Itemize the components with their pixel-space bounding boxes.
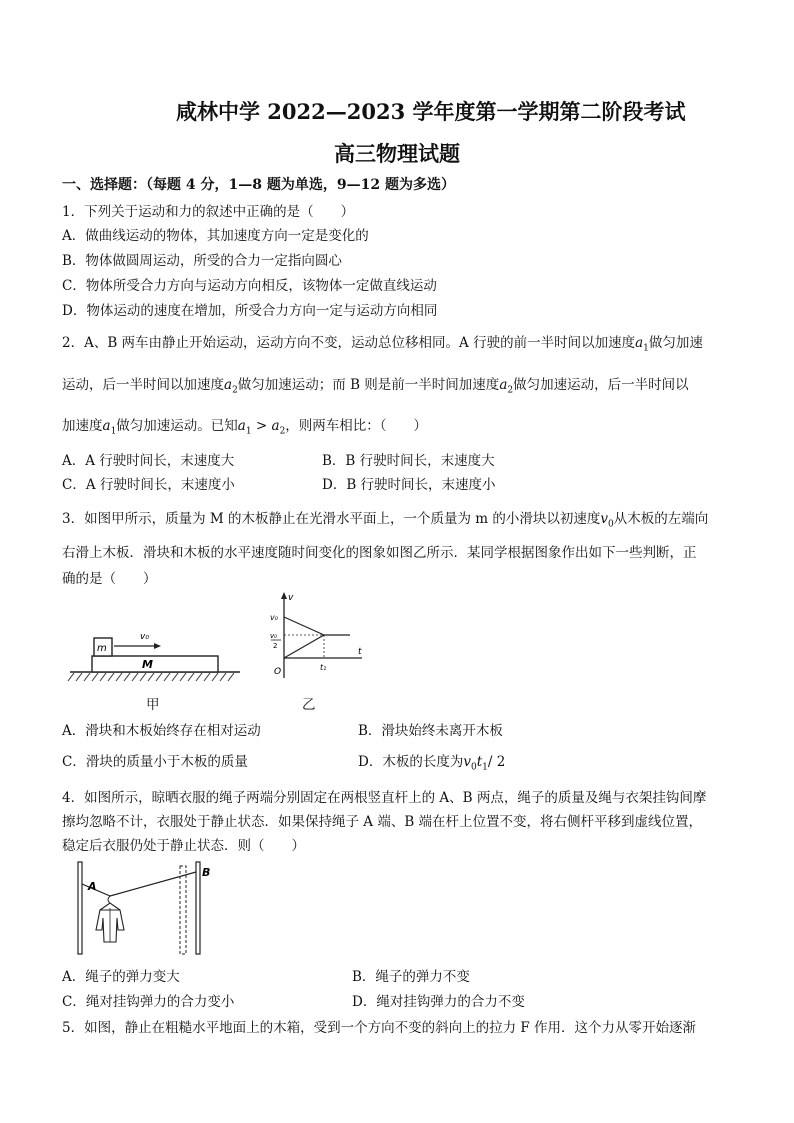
right-pole (196, 862, 200, 954)
q4-option-a: A．绳子的弹力变大 (62, 969, 180, 985)
q3-option-b: B．滑块始终未离开木板 (358, 723, 503, 739)
q4-option-d: D．绳对挂钩弹力的合力不变 (352, 994, 525, 1010)
v-axis-arrowhead (281, 592, 287, 599)
q1-option-d: D．物体运动的速度在增加，所受合力方向一定与运动方向相同 (62, 303, 438, 319)
block-m-label: m (97, 643, 107, 654)
q3-line3: 确的是（ ） (62, 571, 157, 587)
v0-tick-label: v₀ (270, 613, 278, 622)
ground-hatching (68, 673, 234, 681)
q1-option-a: A．做曲线运动的物体，其加速度方向一定是变化的 (62, 228, 369, 244)
q3-option-a: A．滑块和木板始终存在相对运动 (62, 723, 261, 739)
q3-option-c: C．滑块的质量小于木板的质量 (62, 754, 248, 770)
origin-label: O (274, 667, 282, 677)
figure-yi-caption: 乙 (302, 697, 316, 713)
q4-option-c: C．绳对挂钩弹力的合力变小 (62, 994, 235, 1010)
q2-line2: 运动，后一半时间以加速度$a_2$做匀加速运动；而 B 则是前一半时间加速度$a_2$做匀加速运动，后一半时间以 (62, 377, 689, 396)
half-v0-numerator: v₀ (270, 632, 277, 640)
figure-jia-caption: 甲 (146, 697, 160, 713)
rope-right-segment (110, 872, 196, 896)
block-velocity-line (284, 617, 324, 635)
hanger-hook (108, 896, 110, 903)
figure-yi-vt-graph (262, 590, 374, 686)
q2-option-a: A．A 行驶时间长，末速度大 (62, 453, 235, 469)
t1-label: t₁ (320, 663, 327, 672)
point-b-label: B (202, 866, 211, 879)
velocity-arrowhead (154, 643, 161, 649)
t-axis-label: t (358, 647, 362, 657)
v-axis-label: v (288, 593, 294, 603)
v0-label: v₀ (140, 632, 149, 642)
q4-line2: 擦均忽略不计，衣服处于静止状态．如果保持绳子 A 端、B 端在杆上位置不变，将右侧杆平移到虚线位置， (62, 814, 703, 830)
q3-line2: 右滑上木板．滑块和木板的水平速度随时间变化的图象如图乙所示．某同学根据图象作出如下一些判断，正 (62, 545, 697, 561)
q5-line1: 5．如图，静止在粗糙水平地面上的木箱，受到一个方向不变的斜向上的拉力 F 作用．这个力从零开始逐渐 (62, 1020, 697, 1036)
q4-line3: 稳定后衣服仍处于静止状态．则（ ） (62, 838, 305, 854)
left-pole (78, 862, 82, 954)
q3-line1: 3．如图甲所示，质量为 M 的木板静止在光滑水平面上，一个质量为 m 的小滑块以初速度$v_0$从木板的左端向 (62, 511, 709, 530)
figure-clothesline (66, 858, 216, 958)
q2-option-d: D．B 行驶时间长，末速度小 (322, 477, 496, 493)
q4-option-b: B．绳子的弹力不变 (352, 969, 470, 985)
q2-line1: 2．A、B 两车由静止开始运动，运动方向不变，运动总位移相同。A 行驶的前一半时间以加速度$a_1$做匀加速 (62, 335, 703, 354)
dashed-pole-position (180, 866, 186, 954)
q2-line3: 加速度$a_1$做匀加速运动。已知$a_1 > a_2$，则两车相比：（ ） (62, 418, 428, 437)
section-heading: 一、选择题：（每题 4 分，1—8 题为单选，9—12 题为多选） (62, 177, 455, 193)
q2-option-c: C．A 行驶时间长，末速度小 (62, 477, 235, 493)
exam-title: 咸林中学 2022—2023 学年度第一学期第二阶段考试 (176, 99, 686, 124)
q3-option-d: D．木板的长度为$v_0t_1/$ 2 (358, 754, 506, 773)
half-v0-denominator: 2 (273, 642, 278, 650)
board-M (92, 656, 218, 672)
point-a-label: A (88, 880, 97, 893)
board-velocity-line (284, 635, 324, 658)
exam-subtitle: 高三物理试题 (334, 141, 460, 166)
q1-option-b: B．物体做圆周运动，所受的合力一定指向圆心 (62, 253, 342, 269)
q1-option-c: C．物体所受合力方向与运动方向相反，该物体一定做直线运动 (62, 278, 437, 294)
figure-jia (66, 626, 244, 688)
board-M-label: M (142, 658, 153, 671)
q4-line1: 4．如图所示，晾晒衣服的绳子两端分别固定在两根竖直杆上的 A、B 两点，绳子的质量及绳与衣架挂钩间摩 (62, 790, 707, 806)
q1-stem: 1．下列关于运动和力的叙述中正确的是（ ） (62, 204, 355, 220)
q2-option-b: B．B 行驶时间长，末速度大 (322, 453, 495, 469)
